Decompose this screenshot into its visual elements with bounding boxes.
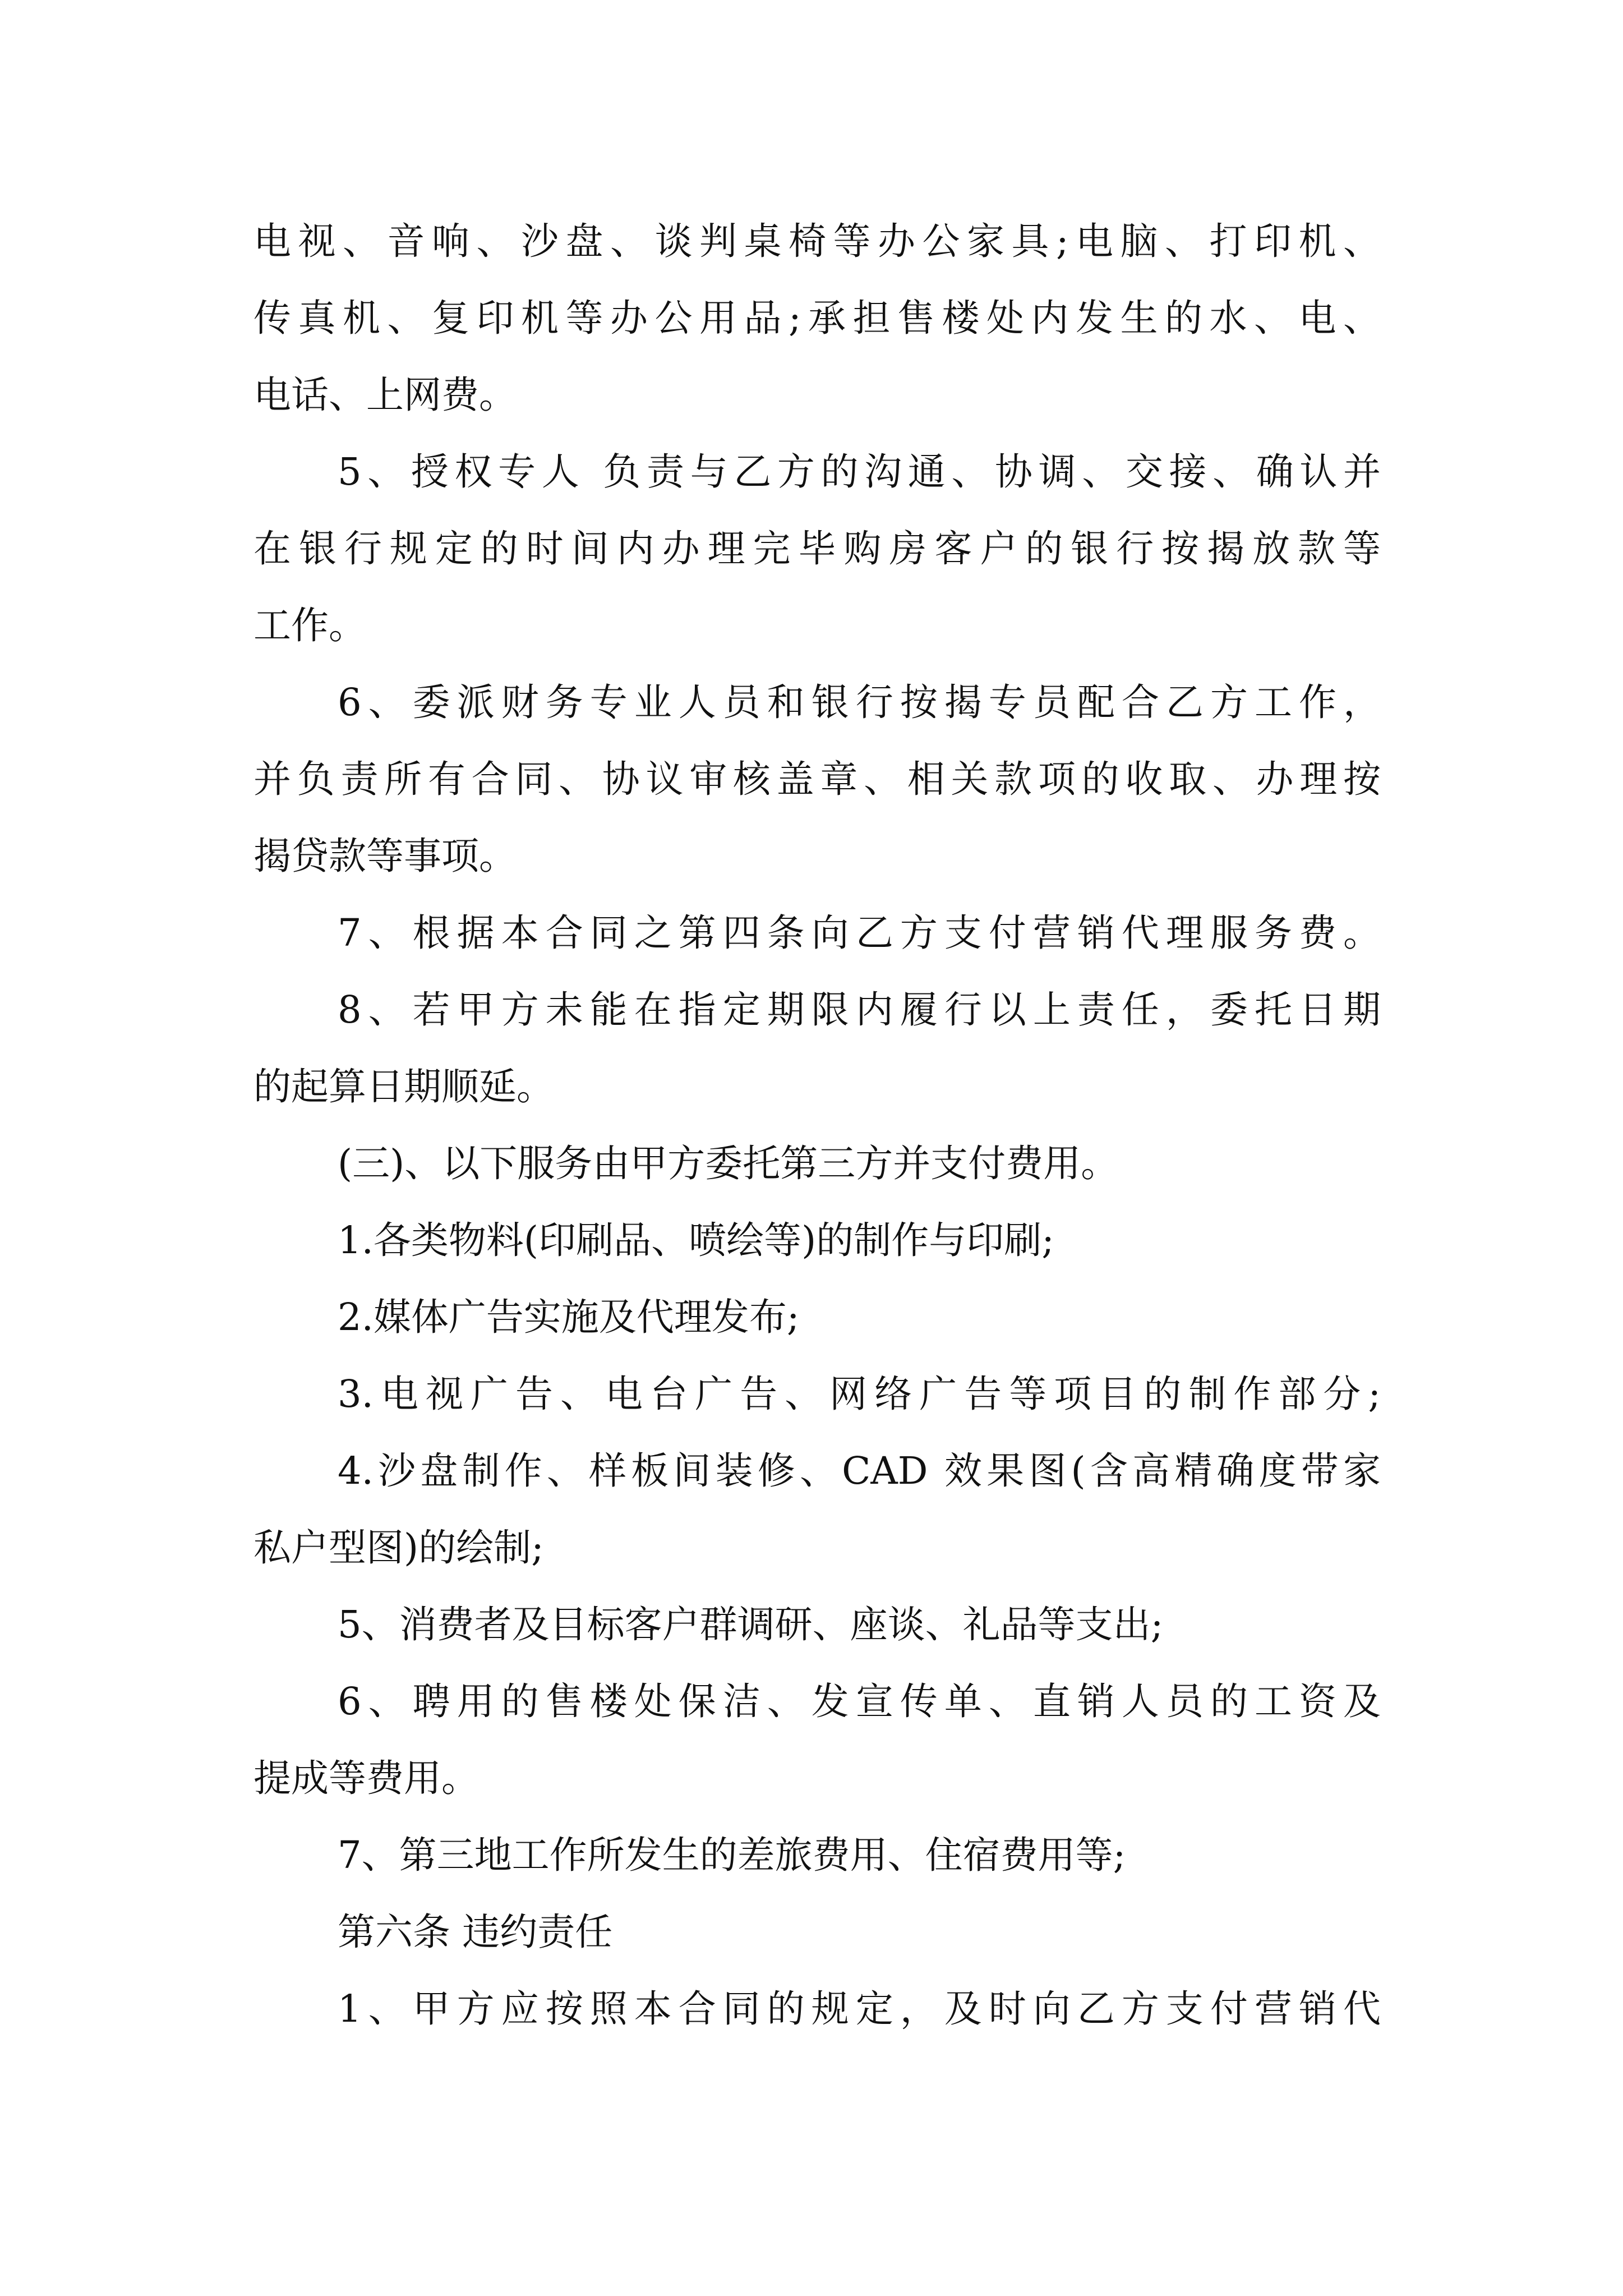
text-line: 私户型图)的绘制; [253, 1526, 544, 1570]
text-line: 1、甲方应按照本合同的规定，及时向乙方支付营销代 [338, 1987, 1381, 2031]
text-line: 2.媒体广告实施及代理发布; [338, 1295, 800, 1339]
text-line: 电话、上网费。 [253, 373, 517, 417]
text-line: 5、授权专人 负责与乙方的沟通、协调、交接、确认并 [338, 450, 1381, 494]
text-line: 5、消费者及目标客户群调研、座谈、礼品等支出; [338, 1603, 1164, 1646]
text-line: 工作。 [253, 604, 366, 647]
text-line: 并负责所有合同、协议审核盖章、相关款项的收取、办理按 [253, 757, 1381, 801]
text-line: 8、若甲方未能在指定期限内履行以上责任，委托日期 [338, 988, 1381, 1032]
text-line: 电视、音响、沙盘、谈判桌椅等办公家具;电脑、打印机、 [253, 219, 1381, 263]
text-line: 7、第三地工作所发生的差旅费用、住宿费用等; [338, 1833, 1126, 1877]
text-line: 6、委派财务专业人员和银行按揭专员配合乙方工作， [338, 680, 1381, 724]
text-line: 的起算日期顺延。 [253, 1065, 554, 1108]
text-line: 1.各类物料(印刷品、喷绘等)的制作与印刷; [338, 1218, 1054, 1262]
text-line: 7、根据本合同之第四条向乙方支付营销代理服务费。 [338, 911, 1381, 955]
text-line: 提成等费用。 [253, 1756, 479, 1800]
text-line: 在银行规定的时间内办理完毕购房客户的银行按揭放款等 [253, 527, 1381, 570]
text-line: (三)、以下服务由甲方委托第三方并支付费用。 [338, 1142, 1119, 1185]
section-heading: 第六条 违约责任 [338, 1910, 613, 1954]
text-line: 4.沙盘制作、样板间装修、CAD 效果图(含高精确度带家 [338, 1449, 1381, 1493]
text-line: 6、聘用的售楼处保洁、发宣传单、直销人员的工资及 [338, 1680, 1381, 1723]
text-line: 3.电视广告、电台广告、网络广告等项目的制作部分; [338, 1372, 1381, 1416]
text-line: 揭贷款等事项。 [253, 834, 517, 878]
text-line: 传真机、复印机等办公用品;承担售楼处内发生的水、电、 [253, 296, 1381, 340]
